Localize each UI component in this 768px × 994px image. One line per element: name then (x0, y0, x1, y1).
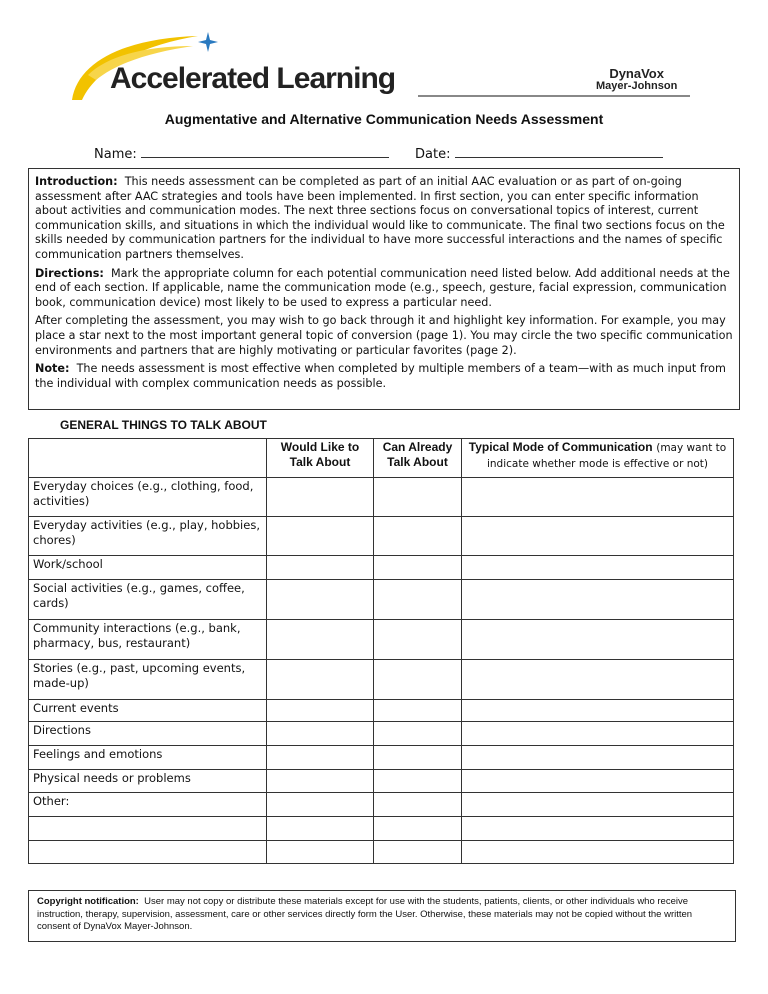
header-mode (462, 439, 734, 478)
would-like-label: Would Like to Talk About (280, 440, 360, 469)
mode-cell[interactable] (462, 722, 734, 746)
would-like-cell[interactable] (267, 746, 374, 770)
mode-cell[interactable] (462, 817, 734, 841)
would-like-cell[interactable] (267, 556, 374, 580)
would-like-cell[interactable] (267, 580, 374, 620)
can-already-cell[interactable] (374, 478, 462, 517)
table-row (29, 722, 734, 746)
can-already-cell[interactable] (374, 620, 462, 660)
date-field[interactable] (415, 145, 663, 162)
topic-cell: Social activities (e.g., games, coffee, cards) (29, 580, 267, 620)
note-label: Note: (35, 362, 70, 376)
logo-divider (418, 95, 690, 97)
topic-cell: Directions (29, 722, 267, 746)
table-row (29, 770, 734, 793)
table-row (29, 556, 734, 580)
would-like-cell[interactable] (267, 660, 374, 700)
header-can-already (374, 439, 462, 478)
mode-cell[interactable] (462, 580, 734, 620)
note-text: The needs assessment is most effective when completed by multiple members of a team—with as much input from the individual with complex communication needs as possible. (35, 362, 726, 390)
would-like-cell[interactable] (267, 722, 374, 746)
topics-table (28, 438, 734, 864)
table-row (29, 841, 734, 864)
mode-cell[interactable] (462, 660, 734, 700)
can-already-cell[interactable] (374, 746, 462, 770)
topic-cell (29, 817, 267, 841)
table-row (29, 620, 734, 660)
mode-label: Typical Mode of Communication (468, 440, 653, 454)
header-would-like (267, 439, 374, 478)
topic-cell: Work/school (29, 556, 267, 580)
directions-paragraph (35, 267, 733, 311)
table-row (29, 746, 734, 770)
date-label: Date: (415, 147, 451, 162)
mode-cell[interactable] (462, 556, 734, 580)
table-row (29, 793, 734, 817)
topic-cell: Feelings and emotions (29, 746, 267, 770)
note-paragraph (35, 362, 733, 391)
name-field[interactable] (94, 145, 389, 162)
would-like-cell[interactable] (267, 841, 374, 864)
table-row (29, 517, 734, 556)
can-already-cell[interactable] (374, 841, 462, 864)
table-row (29, 700, 734, 722)
introduction-paragraph (35, 175, 733, 263)
table-row (29, 580, 734, 620)
would-like-cell[interactable] (267, 620, 374, 660)
logo-text: Accelerated Learning (110, 62, 396, 95)
mode-cell[interactable] (462, 793, 734, 817)
mode-note: (may want to indicate whether mode is effective or not) (486, 442, 727, 470)
directions-text: Mark the appropriate column for each potential communication need listed below. Add additional needs at the end of each section. If applicable, name the communication mode (e.g., speech, gesture, facial expression, communication book, communication device) most likely to be used to express a particular need. (35, 266, 730, 309)
mode-cell[interactable] (462, 700, 734, 722)
topic-cell: Everyday choices (e.g., clothing, food, activities) (29, 478, 267, 517)
dynavox-logo-line2: Mayer-Johnson (596, 80, 678, 92)
mode-cell[interactable] (462, 841, 734, 864)
mode-cell[interactable] (462, 517, 734, 556)
mode-cell[interactable] (462, 770, 734, 793)
copyright-label: Copyright notification: (37, 896, 139, 907)
can-already-cell[interactable] (374, 700, 462, 722)
topic-cell: Other: (29, 793, 267, 817)
would-like-cell[interactable] (267, 478, 374, 517)
can-already-cell[interactable] (374, 770, 462, 793)
directions-label: Directions: (35, 266, 104, 280)
can-already-cell[interactable] (374, 722, 462, 746)
table-row (29, 660, 734, 700)
can-already-cell[interactable] (374, 660, 462, 700)
topic-cell (29, 841, 267, 864)
table-row (29, 478, 734, 517)
copyright-text: User may not copy or distribute these materials except for use with the students, patients, clients, or other individuals who receive instruction, therapy, supervision, assessment, care or other services directly form the User. Otherwise, these materials may not be copied without the written consent of DynaVox Mayer-Johnson. (37, 896, 693, 932)
can-already-cell[interactable] (374, 556, 462, 580)
can-already-cell[interactable] (374, 793, 462, 817)
would-like-cell[interactable] (267, 770, 374, 793)
topic-cell: Physical needs or problems (29, 770, 267, 793)
mode-cell[interactable] (462, 478, 734, 517)
topic-cell: Everyday activities (e.g., play, hobbies, chores) (29, 517, 267, 556)
after-paragraph: After completing the assessment, you may wish to go back through it and highlight key information. For example, you may place a star next to the most important general topic of conversion (page 1). You may circle the two specific communication environments and partners that are highly motivating or particular favorites (page 2). (35, 314, 733, 357)
section-title: GENERAL THINGS TO TALK ABOUT (60, 418, 267, 432)
mode-cell[interactable] (462, 746, 734, 770)
can-already-cell[interactable] (374, 580, 462, 620)
topic-cell: Current events (29, 700, 267, 722)
dynavox-logo-line1: DynaVox (609, 66, 664, 81)
can-already-cell[interactable] (374, 817, 462, 841)
introduction-label: Introduction: (35, 175, 118, 188)
would-like-cell[interactable] (267, 517, 374, 556)
table-header-row (29, 439, 734, 478)
page-title: Augmentative and Alternative Communication Needs Assessment (164, 111, 604, 127)
instructions-box (28, 168, 740, 410)
name-label: Name: (94, 147, 137, 162)
would-like-cell[interactable] (267, 700, 374, 722)
topic-cell: Stories (e.g., past, upcoming events, made-up) (29, 660, 267, 700)
copyright-notice (28, 890, 736, 942)
topic-cell: Community interactions (e.g., bank, pharmacy, bus, restaurant) (29, 620, 267, 660)
table-row (29, 817, 734, 841)
mode-cell[interactable] (462, 620, 734, 660)
introduction-text: This needs assessment can be completed as part of an initial AAC evaluation or as part of on-going assessment after AAC strategies and tools have been implemented. In first section, you can enter specific information about activities and communication modes. The next three sections focus on conversational topics of interest, current communication skills, and situations in which the individual would like to communicate. The final two sections focus on the skills needed by communication partners for the individual to have more successful interactions and the names of specific communication partners themselves. (35, 175, 725, 261)
dynavox-logo (596, 68, 677, 92)
would-like-cell[interactable] (267, 793, 374, 817)
can-already-label: Can Already Talk About (382, 440, 453, 469)
header-topic (29, 439, 267, 478)
would-like-cell[interactable] (267, 817, 374, 841)
can-already-cell[interactable] (374, 517, 462, 556)
